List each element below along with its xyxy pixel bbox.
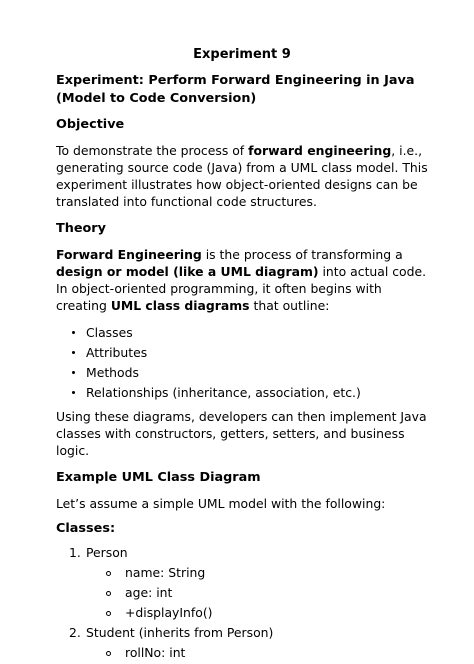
classes-heading: Classes:: [56, 521, 116, 536]
circle-bullet-icon: [106, 651, 111, 656]
example-intro: Let’s assume a simple UML model with the following:: [56, 496, 386, 511]
classes-list: [56, 544, 428, 664]
objective-paragraph: [56, 142, 428, 210]
example-heading: Example UML Class Diagram: [56, 470, 261, 485]
circle-bullet-icon: [106, 591, 111, 596]
theory-heading: Theory: [56, 221, 106, 236]
bullet-icon: [72, 331, 75, 334]
objective-text-after: , i.e., generating source code (Java) from a UML class model. This experiment illustrates how object-oriented designs can be translated into functional code structures.: [56, 143, 428, 209]
theory-text-2: into actual code. In object-oriented programming, it often begins with creating: [56, 264, 427, 313]
circle-bullet-icon: [106, 571, 111, 576]
list-item: rollNo: int: [56, 644, 428, 664]
list-number: 2.: [69, 625, 81, 640]
theory-bullet-list: [56, 324, 428, 404]
class-name: Student (inherits from Person): [86, 625, 274, 640]
list-item: Methods: [56, 364, 428, 384]
bullet-icon: [72, 391, 75, 394]
list-item: name: String: [56, 564, 428, 584]
list-number: 1.: [69, 545, 81, 560]
list-item: [56, 624, 428, 644]
theory-bold-3: UML class diagrams: [110, 298, 250, 313]
list-item: +displayInfo(): [56, 604, 428, 624]
theory-text-3: that outline:: [249, 298, 330, 313]
experiment-heading: [56, 72, 428, 108]
theory-bold-1: Forward Engineering: [56, 247, 202, 262]
document-title: Experiment 9: [193, 47, 291, 62]
theory-paragraph: [56, 246, 428, 314]
theory-bold-2: design or model (like a UML diagram): [56, 264, 319, 279]
list-item: Classes: [56, 324, 428, 344]
list-item: Attributes: [56, 344, 428, 364]
theory-text-1: is the process of transforming a: [201, 247, 403, 262]
list-item: age: int: [56, 584, 428, 604]
objective-heading: Objective: [56, 117, 125, 132]
document-page: [56, 46, 428, 664]
list-item: [56, 544, 428, 564]
bullet-icon: [72, 371, 75, 374]
theory-after-paragraph: Using these diagrams, developers can then implement Java classes with constructors, getters, setters, and business logic.: [56, 409, 427, 458]
objective-text-before: To demonstrate the process of: [56, 143, 249, 158]
objective-bold-term: forward engineering: [248, 143, 392, 158]
list-item: Relationships (inheritance, association, etc.): [56, 384, 428, 404]
experiment-heading-line2: (Model to Code Conversion): [56, 91, 257, 106]
experiment-heading-line1: Experiment: Perform Forward Engineering in Java: [56, 73, 415, 88]
bullet-icon: [72, 351, 75, 354]
class-name: Person: [86, 545, 128, 560]
circle-bullet-icon: [106, 611, 111, 616]
